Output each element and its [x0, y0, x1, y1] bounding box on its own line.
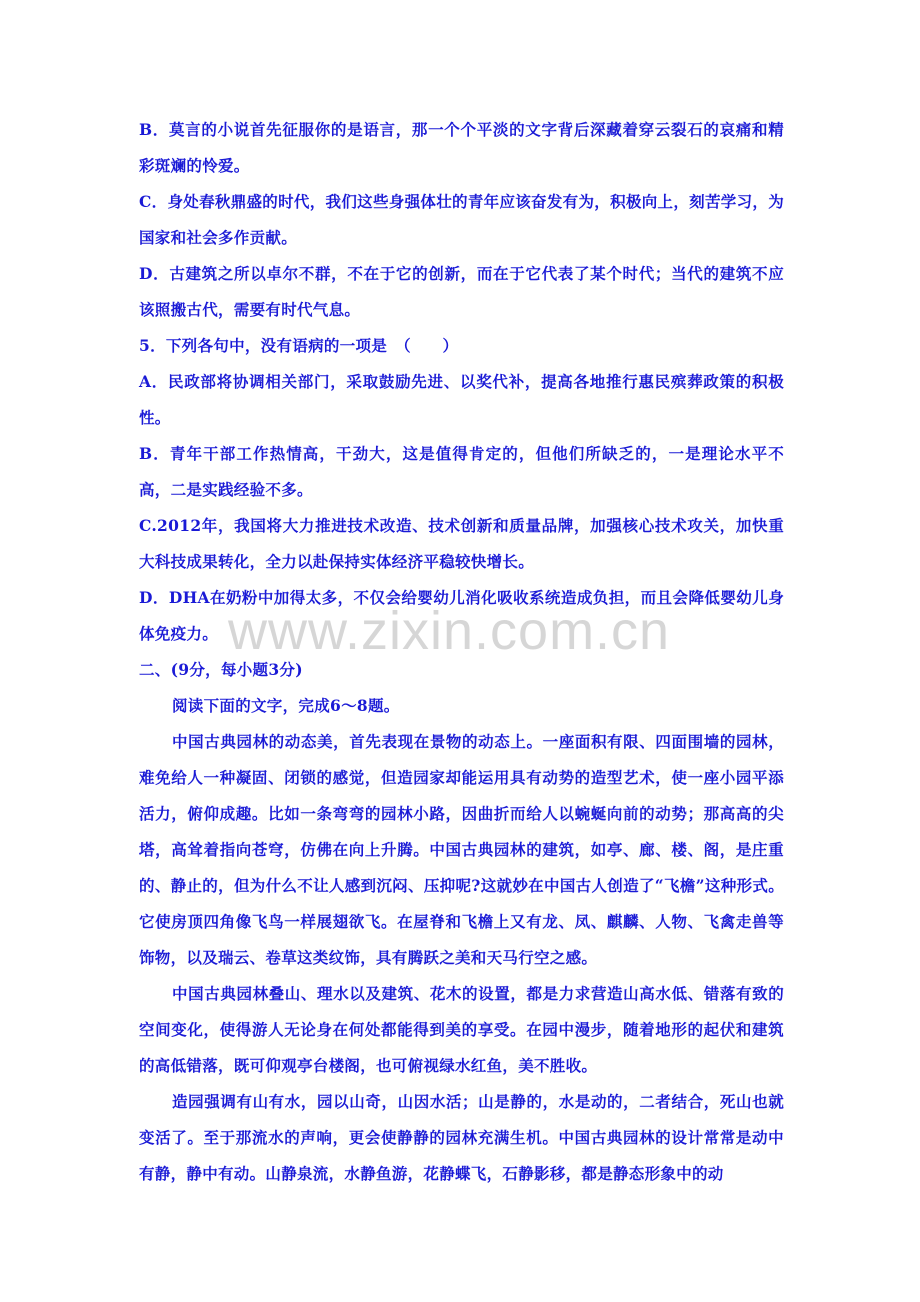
document-body: [139, 112, 784, 1192]
q5-option-b: B．青年干部工作热情高，干劲大，这是值得肯定的，但他们所缺乏的，一是理论水平不高，二是实践经验不多。: [139, 444, 784, 499]
reading-instruction: 阅读下面的文字，完成6～8题。: [172, 696, 400, 715]
section-heading: 二、(9分，每小题3分): [139, 660, 303, 679]
q5-option-c: C.2012年，我国将大力推进技术改造、技术创新和质量品牌，加强核心技术攻关，加快重大科技成果转化，全力以赴保持实体经济平稳较快增长。: [139, 516, 784, 571]
q4-option-b: B．莫言的小说首先征服你的是语言，那一个个平淡的文字背后深藏着穿云裂石的哀痛和精彩斑斓的怜爱。: [139, 120, 784, 175]
q5-stem: 5．下列各句中，没有语病的一项是 （ ）: [139, 336, 459, 355]
passage-paragraph-2: 中国古典园林叠山、理水以及建筑、花木的设置，都是力求营造山高水低、错落有致的空间变化，使得游人无论身在何处都能得到美的享受。在园中漫步，随着地形的起伏和建筑的高低错落，既可仰观亭台楼阁，也可俯视绿水红鱼，美不胜收。: [139, 984, 784, 1075]
q4-option-c: C．身处春秋鼎盛的时代，我们这些身强体壮的青年应该奋发有为，积极向上，刻苦学习，为国家和社会多作贡献。: [139, 192, 784, 247]
passage-paragraph-3: 造园强调有山有水，园以山奇，山因水活；山是静的，水是动的，二者结合，死山也就变活了。至于那流水的声响，更会使静静的园林充满生机。中国古典园林的设计常常是动中有静，静中有动。山静泉流，水静鱼游，花静蝶飞，石静影移，都是静态形象中的动: [139, 1092, 784, 1183]
q5-option-a: A．民政部将协调相关部门，采取鼓励先进、以奖代补，提高各地推行惠民殡葬政策的积极性。: [139, 372, 784, 427]
watermark-logo: www.zixin.com.cn: [228, 601, 671, 661]
q4-option-d: D．古建筑之所以卓尔不群，不在于它的创新，而在于它代表了某个时代；当代的建筑不应该照搬古代，需要有时代气息。: [139, 264, 784, 319]
q5-option-d: D．DHA在奶粉中加得太多，不仅会给婴幼儿消化吸收系统造成负担，而且会降低婴幼儿身体免疫力。: [139, 588, 784, 643]
passage-paragraph-1: 中国古典园林的动态美，首先表现在景物的动态上。一座面积有限、四面围墙的园林，难免给人一种凝固、闭锁的感觉，但造园家却能运用具有动势的造型艺术，使一座小园平添活力，俯仰成趣。比如一条弯弯的园林小路，因曲折而给人以蜿蜒向前的动势；那高高的尖塔，高耸着指向苍穹，仿佛在向上升腾。中国古典园林的建筑，如亭、廊、楼、阁，是庄重的、静止的，但为什么不让人感到沉闷、压抑呢?这就妙在中国古人创造了“飞檐”这种形式。它使房顶四角像飞鸟一样展翅欲飞。在屋脊和飞檐上又有龙、凤、麒麟、人物、飞禽走兽等饰物，以及瑞云、卷草这类纹饰，具有腾跃之美和天马行空之感。: [139, 732, 784, 967]
